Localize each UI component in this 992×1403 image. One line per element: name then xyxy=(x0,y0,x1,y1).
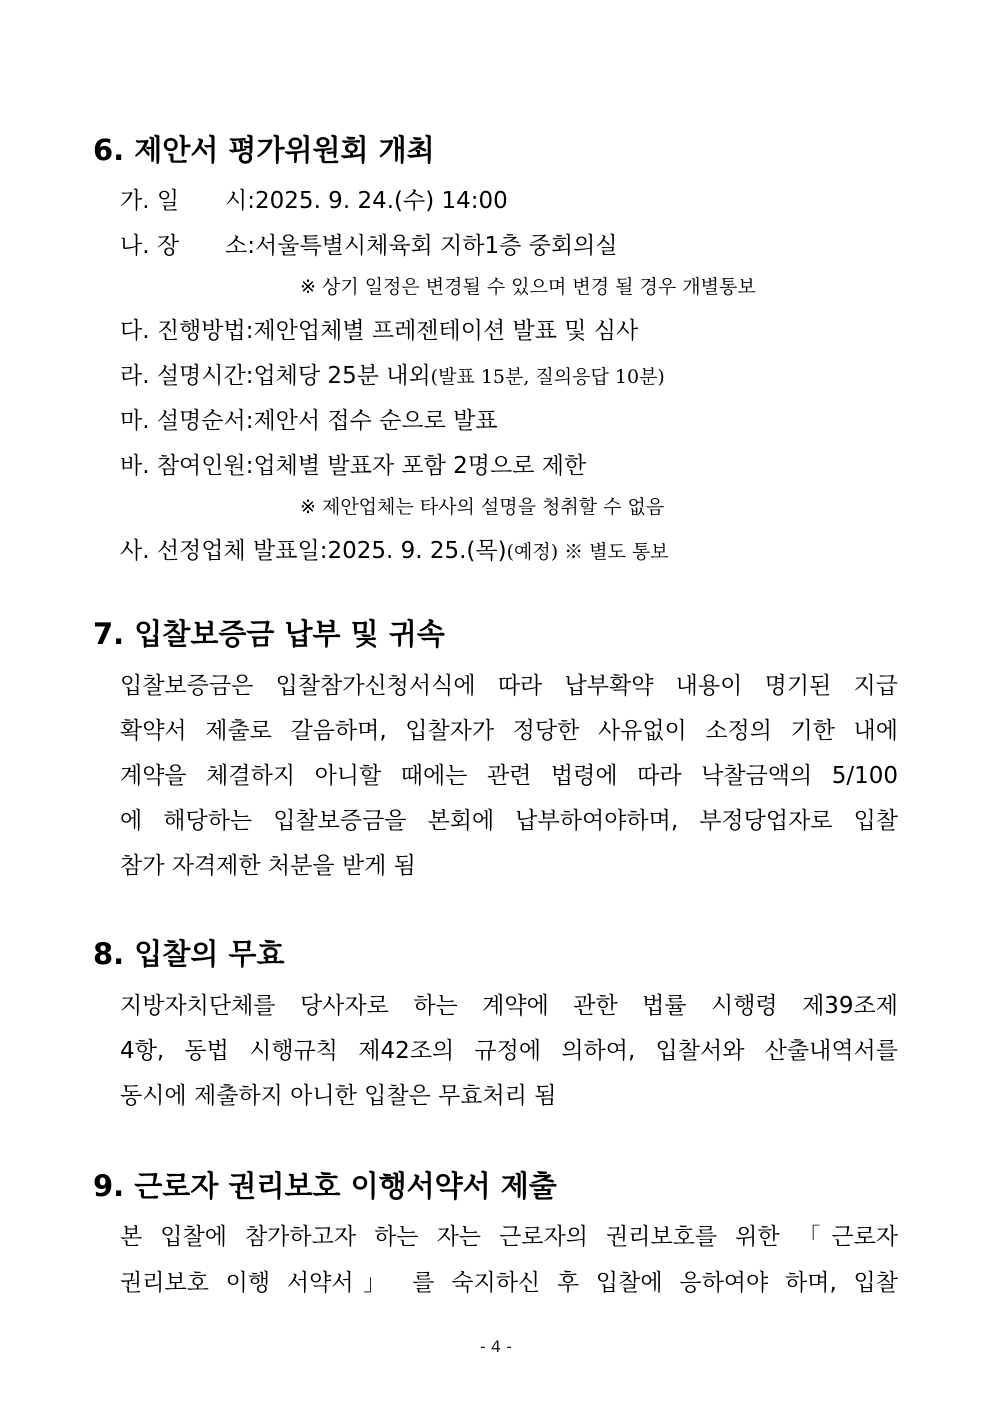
row-label: 나. 장 소 xyxy=(120,233,248,259)
row-extra: (예정) ※ 별도 통보 xyxy=(506,541,669,563)
section-8-heading: 8. 입찰의 무효 xyxy=(93,937,285,971)
attendee-note: ※ 제안업체는 타사의 설명을 청취할 수 없음 xyxy=(300,496,665,518)
section-9-heading: 9. 근로자 권리보호 이행서약서 제출 xyxy=(93,1169,557,1203)
schedule-row-method: 다. 진행방법:제안업체별 프레젠테이션 발표 및 심사 xyxy=(120,312,638,345)
section-7-line: 확약서 제출로 갈음하며, 입찰자가 정당한 사유없이 소정의 기한 내에 xyxy=(120,718,898,744)
section-7-line: 입찰보증금은 입찰참가신청서식에 따라 납부확약 내용이 명기된 지급 xyxy=(120,673,898,699)
schedule-row-attendees: 바. 참여인원:업체별 발표자 포함 2명으로 제한 xyxy=(120,447,586,480)
row-label: 다. 진행방법 xyxy=(120,318,246,344)
section-8-line: 동시에 제출하지 아니한 입찰은 무효처리 됨 xyxy=(120,1083,557,1109)
section-7-line: 에 해당하는 입찰보증금을 본회에 납부하여야하며, 부정당업자로 입찰 xyxy=(120,808,898,834)
section-6-heading: 6. 제안서 평가위원회 개최 xyxy=(93,133,435,167)
schedule-change-note: ※ 상기 일정은 변경될 수 있으며 변경 될 경우 개별통보 xyxy=(300,276,756,298)
section-7-line: 참가 자격제한 처분을 받게 됨 xyxy=(120,853,416,879)
schedule-row-place: 나. 장 소:서울특별시체육회 지하1층 중회의실 xyxy=(120,227,618,260)
row-label: 바. 참여인원 xyxy=(120,453,246,479)
schedule-row-time: 라. 설명시간:업체당 25분 내외(발표 15분, 질의응답 10분) xyxy=(120,357,665,390)
page-number: - 4 - xyxy=(480,1337,512,1356)
row-value: 2025. 9. 24.(수) 14:00 xyxy=(255,188,508,214)
row-value: 업체별 발표자 포함 2명으로 제한 xyxy=(253,453,587,479)
row-label: 사. 선정업체 발표일 xyxy=(120,538,320,564)
schedule-row-announcement: 사. 선정업체 발표일:2025. 9. 25.(목)(예정) ※ 별도 통보 xyxy=(120,532,669,565)
section-9-line: 본 입찰에 참가하고자 하는 자는 근로자의 권리보호를 위한 「근로자 xyxy=(120,1224,898,1250)
row-label: 라. 설명시간 xyxy=(120,363,246,389)
row-label: 마. 설명순서 xyxy=(120,408,246,434)
schedule-row-order: 마. 설명순서:제안서 접수 순으로 발표 xyxy=(120,402,498,435)
section-8-line: 4항, 동법 시행규칙 제42조의 규정에 의하여, 입찰서와 산출내역서를 xyxy=(120,1038,898,1064)
row-value: 제안업체별 프레젠테이션 발표 및 심사 xyxy=(253,318,639,344)
row-value: 2025. 9. 25.(목) xyxy=(327,538,507,564)
schedule-row-date: 가. 일 시:2025. 9. 24.(수) 14:00 xyxy=(120,182,508,215)
row-value: 업체당 25분 내외 xyxy=(253,363,431,389)
row-value: 서울특별시체육회 지하1층 중회의실 xyxy=(255,233,618,259)
row-value: 제안서 접수 순으로 발표 xyxy=(253,408,498,434)
row-label: 가. 일 시 xyxy=(120,188,248,214)
section-9-line: 권리보호 이행 서약서」 를 숙지하신 후 입찰에 응하여야 하며, 입찰 xyxy=(120,1270,898,1296)
section-7-heading: 7. 입찰보증금 납부 및 귀속 xyxy=(93,617,445,651)
row-extra: (발표 15분, 질의응답 10분) xyxy=(430,366,665,388)
section-8-line: 지방자치단체를 당사자로 하는 계약에 관한 법률 시행령 제39조제 xyxy=(120,993,898,1019)
section-7-line: 계약을 체결하지 아니할 때에는 관련 법령에 따라 낙찰금액의 5/100 xyxy=(120,763,898,789)
